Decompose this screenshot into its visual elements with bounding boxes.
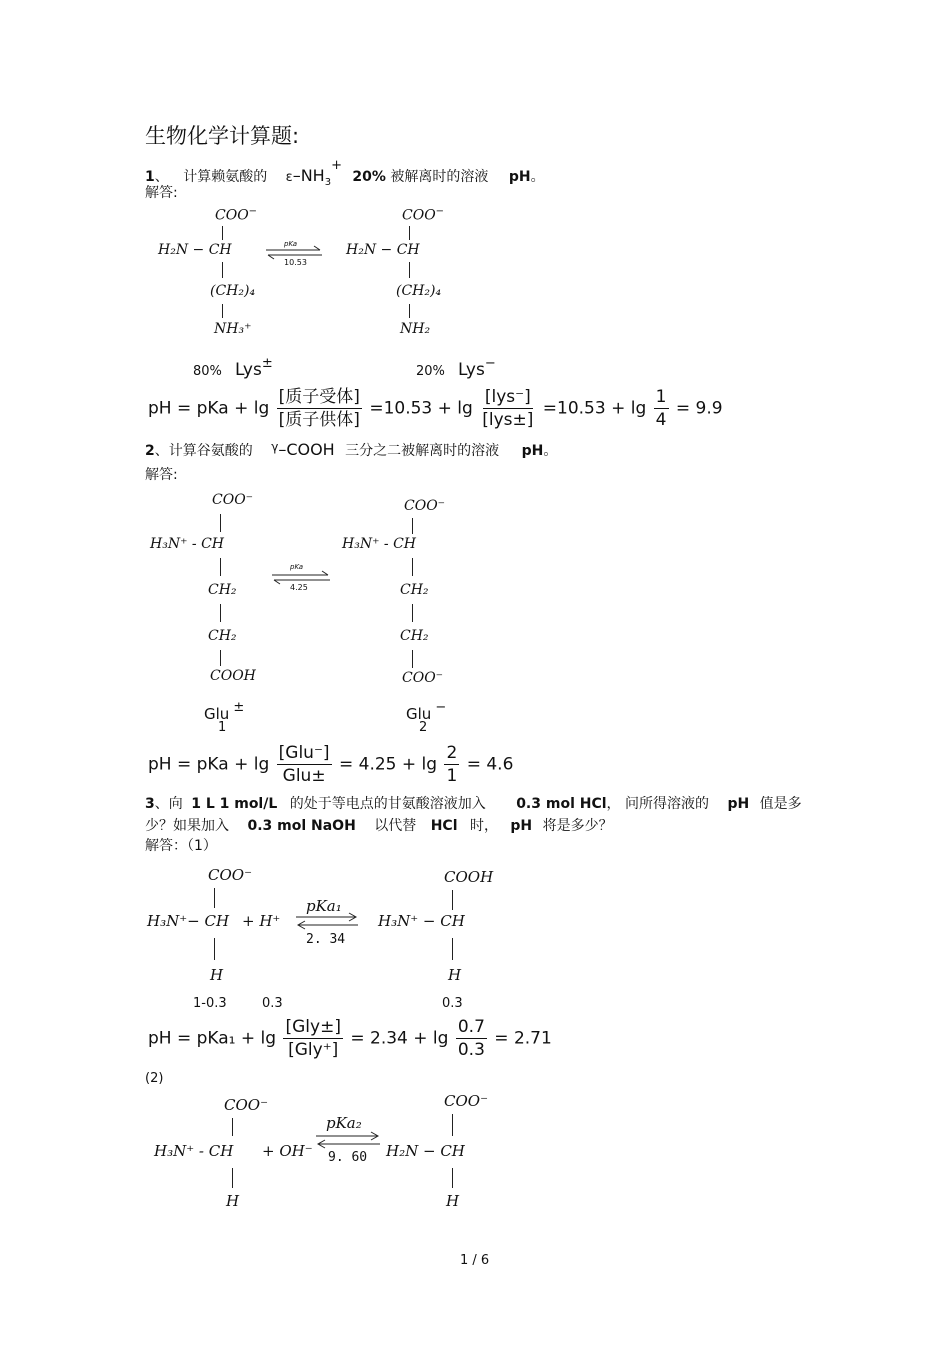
answer-label: 解答: bbox=[145, 467, 178, 483]
bond bbox=[412, 518, 413, 534]
methylene: CH₂ bbox=[400, 628, 429, 644]
species-right: 20% Lys− bbox=[416, 356, 496, 380]
bond bbox=[412, 558, 413, 576]
equation-2: pH = pKa + lg $\frac{\text{[Glu⁻]}}{\text{Glu±}}$ = 4.25 + lg $\frac{2}{1}$ = 4.6 bbox=[148, 743, 514, 786]
bond bbox=[452, 1168, 453, 1188]
bond bbox=[222, 226, 223, 240]
question-1: 1、 计算赖氨酸的 $\varepsilon-NH_3+ 20\%$ 被解离时的溶液 pH。 bbox=[145, 158, 545, 188]
bond bbox=[409, 304, 410, 318]
alpha-carbon: H₂N − CH bbox=[346, 242, 420, 258]
methylene: CH₂ bbox=[400, 582, 429, 598]
species-left: Glu ± bbox=[204, 700, 245, 723]
answer-label: 解答：（1） bbox=[145, 838, 217, 854]
arrow-label: pKa₁ bbox=[306, 897, 342, 915]
alpha-carbon: H₂N − CH bbox=[386, 1142, 465, 1160]
percent-value: 20% bbox=[352, 169, 386, 185]
alpha-carbon: H₃N⁺− CH bbox=[147, 912, 230, 930]
bond bbox=[232, 1118, 233, 1136]
hydrogen: H bbox=[448, 966, 462, 984]
bond bbox=[452, 890, 453, 910]
question-3-line-1: 3、向 1 L 1 mol/L 的处于等电点的甘氨酸溶液加入 0.3 mol HCl， 问所得溶液的 pH 值是多 bbox=[145, 796, 802, 812]
bond bbox=[409, 226, 410, 240]
carboxylate: COO− bbox=[215, 206, 258, 224]
question-number: 2 bbox=[145, 443, 155, 459]
page-number: 1 / 6 bbox=[460, 1253, 490, 1268]
carboxylate: COO⁻ bbox=[404, 498, 446, 514]
side-chain: (CH₂)₄ bbox=[396, 283, 442, 299]
question-text: 、计算谷氨酸的 bbox=[154, 443, 253, 459]
equilibrium-arrow bbox=[294, 912, 360, 932]
page-title: 生物化学计算题: bbox=[145, 124, 300, 148]
arrow-value: 2. 34 bbox=[306, 932, 346, 947]
question-text: 计算赖氨酸的 bbox=[183, 169, 268, 185]
hydrogen: H bbox=[446, 1192, 460, 1210]
carboxylate: COO⁻ bbox=[212, 492, 254, 508]
question-number: 1 bbox=[145, 169, 155, 185]
bond bbox=[412, 604, 413, 622]
ph-label: pH bbox=[508, 169, 531, 185]
arrow-label: pKa bbox=[290, 563, 304, 571]
gamma-symbol: γ bbox=[271, 440, 279, 454]
bond bbox=[214, 938, 215, 960]
ratio-left: 1 bbox=[218, 720, 227, 735]
methylene: CH₂ bbox=[208, 582, 237, 598]
side-chain: (CH₂)₄ bbox=[210, 283, 256, 299]
arrow-value: 10.53 bbox=[284, 258, 307, 267]
side-carboxylate: COO⁻ bbox=[402, 670, 444, 686]
bond bbox=[220, 604, 221, 622]
carboxylate: COO⁻ bbox=[224, 1096, 268, 1114]
methylene: CH₂ bbox=[208, 628, 237, 644]
bond bbox=[220, 514, 221, 532]
bond bbox=[452, 938, 453, 960]
bond bbox=[232, 1168, 233, 1188]
alpha-carbon: H₃N⁺ - CH bbox=[150, 536, 225, 552]
equilibrium-arrow bbox=[314, 1130, 382, 1150]
bond bbox=[412, 650, 413, 668]
arrow-value: 4.25 bbox=[290, 583, 308, 592]
epsilon-symbol: ε bbox=[285, 170, 293, 185]
carboxylate: COO− bbox=[402, 206, 445, 224]
concentration: 0.3 bbox=[442, 996, 463, 1011]
side-carboxyl: COOH bbox=[210, 668, 256, 684]
question-text: 三分之二被解离时的溶液 bbox=[345, 443, 500, 459]
question-2: 2、计算谷氨酸的 γ–COOH 三分之二被解离时的溶液 pH。 bbox=[145, 440, 558, 459]
concentration: 0.3 bbox=[262, 996, 283, 1011]
alpha-carbon: H₃N⁺ - CH bbox=[154, 1142, 234, 1160]
amine-terminal: NH₂ bbox=[400, 321, 431, 337]
bond bbox=[222, 262, 223, 278]
bond bbox=[220, 650, 221, 666]
alpha-carbon: H₃N⁺ - CH bbox=[342, 536, 417, 552]
bond bbox=[214, 888, 215, 908]
ph-label: pH bbox=[521, 443, 544, 459]
alpha-carbon: H₂N − CH bbox=[158, 242, 232, 258]
question-3-line-2: 少？如果加入 0.3 mol NaOH 以代替 HCl 时， pH 将是多少？ bbox=[145, 818, 613, 834]
carboxyl-group: –COOH bbox=[278, 440, 335, 459]
bond bbox=[220, 558, 221, 576]
arrow-value: 9. 60 bbox=[328, 1150, 368, 1165]
species-right: Glu − bbox=[406, 700, 447, 723]
species-left: 80% Lys± bbox=[193, 356, 273, 380]
hydrogen: H bbox=[210, 966, 224, 984]
bond bbox=[452, 1114, 453, 1136]
alpha-carbon: H₃N⁺ − CH bbox=[378, 912, 465, 930]
amino-terminal: NH₃⁺ bbox=[214, 321, 252, 337]
equation-3: pH = pKa₁ + lg $\frac{\text{[Gly±]}}{\text{[Gly⁺]}}$ = 2.34 + lg $\frac{0.7}{0.3}$ = 2.71 bbox=[148, 1017, 552, 1060]
arrow-label: pKa bbox=[284, 240, 298, 248]
carboxyl: COOH bbox=[444, 868, 494, 886]
answer-label: 解答: bbox=[145, 185, 178, 201]
bond bbox=[409, 262, 410, 278]
ratio-right: 2 bbox=[419, 720, 428, 735]
hydrogen: H bbox=[226, 1192, 240, 1210]
proton: + H⁺ bbox=[242, 912, 281, 930]
arrow-label: pKa₂ bbox=[326, 1114, 362, 1132]
equation-1: pH = pKa + lg $\frac{\text{[质子受体]}}{\text{[质子供体]}}$ =10.53 + lg $\frac{\text{[lys⁻]}}{\text{[lys±]}}$ =10.53 + lg $\frac{1}{4}$ = 9.9 bbox=[148, 387, 723, 430]
amino-group: –NH bbox=[292, 166, 325, 185]
hydroxide: + OH⁻ bbox=[262, 1142, 313, 1160]
bond bbox=[222, 304, 223, 318]
question-text: 被解离时的溶液 bbox=[390, 169, 489, 185]
carboxylate: COO⁻ bbox=[208, 866, 252, 884]
part-2-label: (2) bbox=[145, 1071, 164, 1086]
concentration: 1-0.3 bbox=[193, 996, 227, 1011]
carboxylate: COO⁻ bbox=[444, 1092, 488, 1110]
